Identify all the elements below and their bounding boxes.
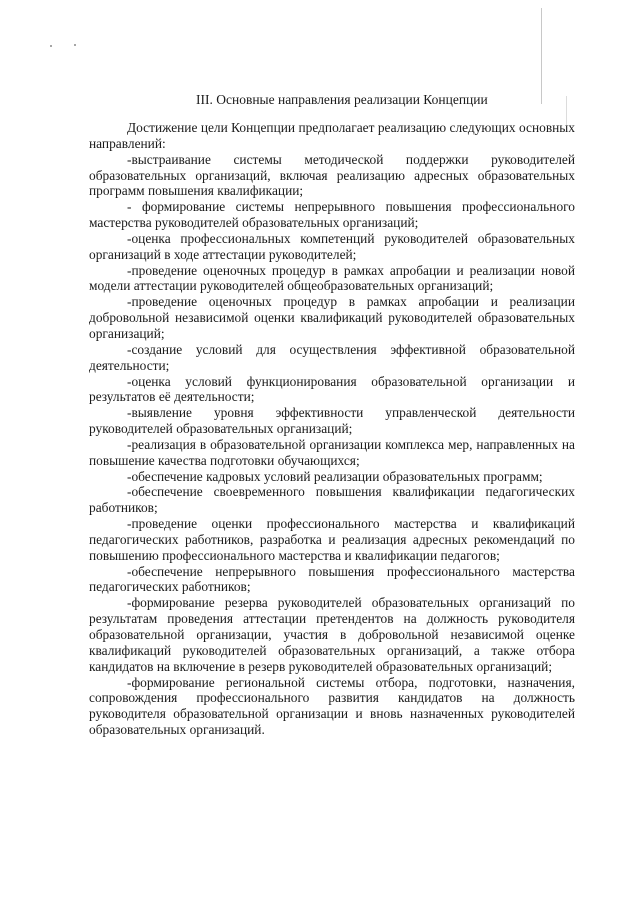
list-item: -формирование региональной системы отбора, подготовки, назначения, сопровождения профессионального развития кандидатов на должность руководителя образовательной организации и вновь назначенных руководителей образовательных организаций. [89,674,575,738]
list-item: -выстраивание системы методической поддержки руководителей образовательных организаций, включая реализацию адресных образовательных программ повышения квалификации; [89,151,575,199]
scan-speck [74,44,76,46]
list-item: - формирование системы непрерывного повышения профессионального мастерства руководителей образовательных организаций; [89,199,575,231]
list-item: -формирование резерва руководителей образовательных организаций по результатам проведения аттестации претендентов на должность руководителя образовательной организации, участия в добровольной независимой оценке квалификаций руководителей образовательных организаций, а также отбора кандидатов на включение в резерв руководителей образовательных организаций; [89,595,575,674]
scan-speck [50,45,52,47]
list-item: -проведение оценочных процедур в рамках апробации и реализации добровольной независимой оценки квалификаций руководителей образовательных организаций; [89,294,575,341]
list-item: -проведение оценочных процедур в рамках апробации и реализации новой модели аттестации руководителей общеобразовательных организаций; [89,262,575,294]
list-item: -оценка условий функционирования образовательной организации и результатов её деятельности; [89,373,575,405]
list-item: -оценка профессиональных компетенций руководителей образовательных организаций в ходе аттестации руководителей; [89,230,575,262]
list-item: -обеспечение кадровых условий реализации образовательных программ; [127,468,543,484]
section-heading: III. Основные направления реализации Концепции [196,92,488,107]
list-item: -обеспечение непрерывного повышения профессионального мастерства педагогических работников; [89,563,575,595]
scan-margin-line [541,8,542,104]
list-item: -создание условий для осуществления эффективной образовательной деятельности; [89,341,575,373]
list-item: -обеспечение своевременного повышения квалификации педагогических работников; [89,484,575,516]
document-body [89,120,575,738]
list-item: -выявление уровня эффективности управленческой деятельности руководителей образовательных организаций; [89,405,575,437]
list-item: -реализация в образовательной организации комплекса мер, направленных на повышение качества подготовки обучающихся; [89,436,575,468]
paragraph: Достижение цели Концепции предполагает реализацию следующих основных направлений: [89,120,575,151]
list-item: -проведение оценки профессионального мастерства и квалификаций педагогических работников, разработка и реализация адресных рекомендаций по повышению профессионального мастерства и квалификации педагогов; [89,516,575,563]
